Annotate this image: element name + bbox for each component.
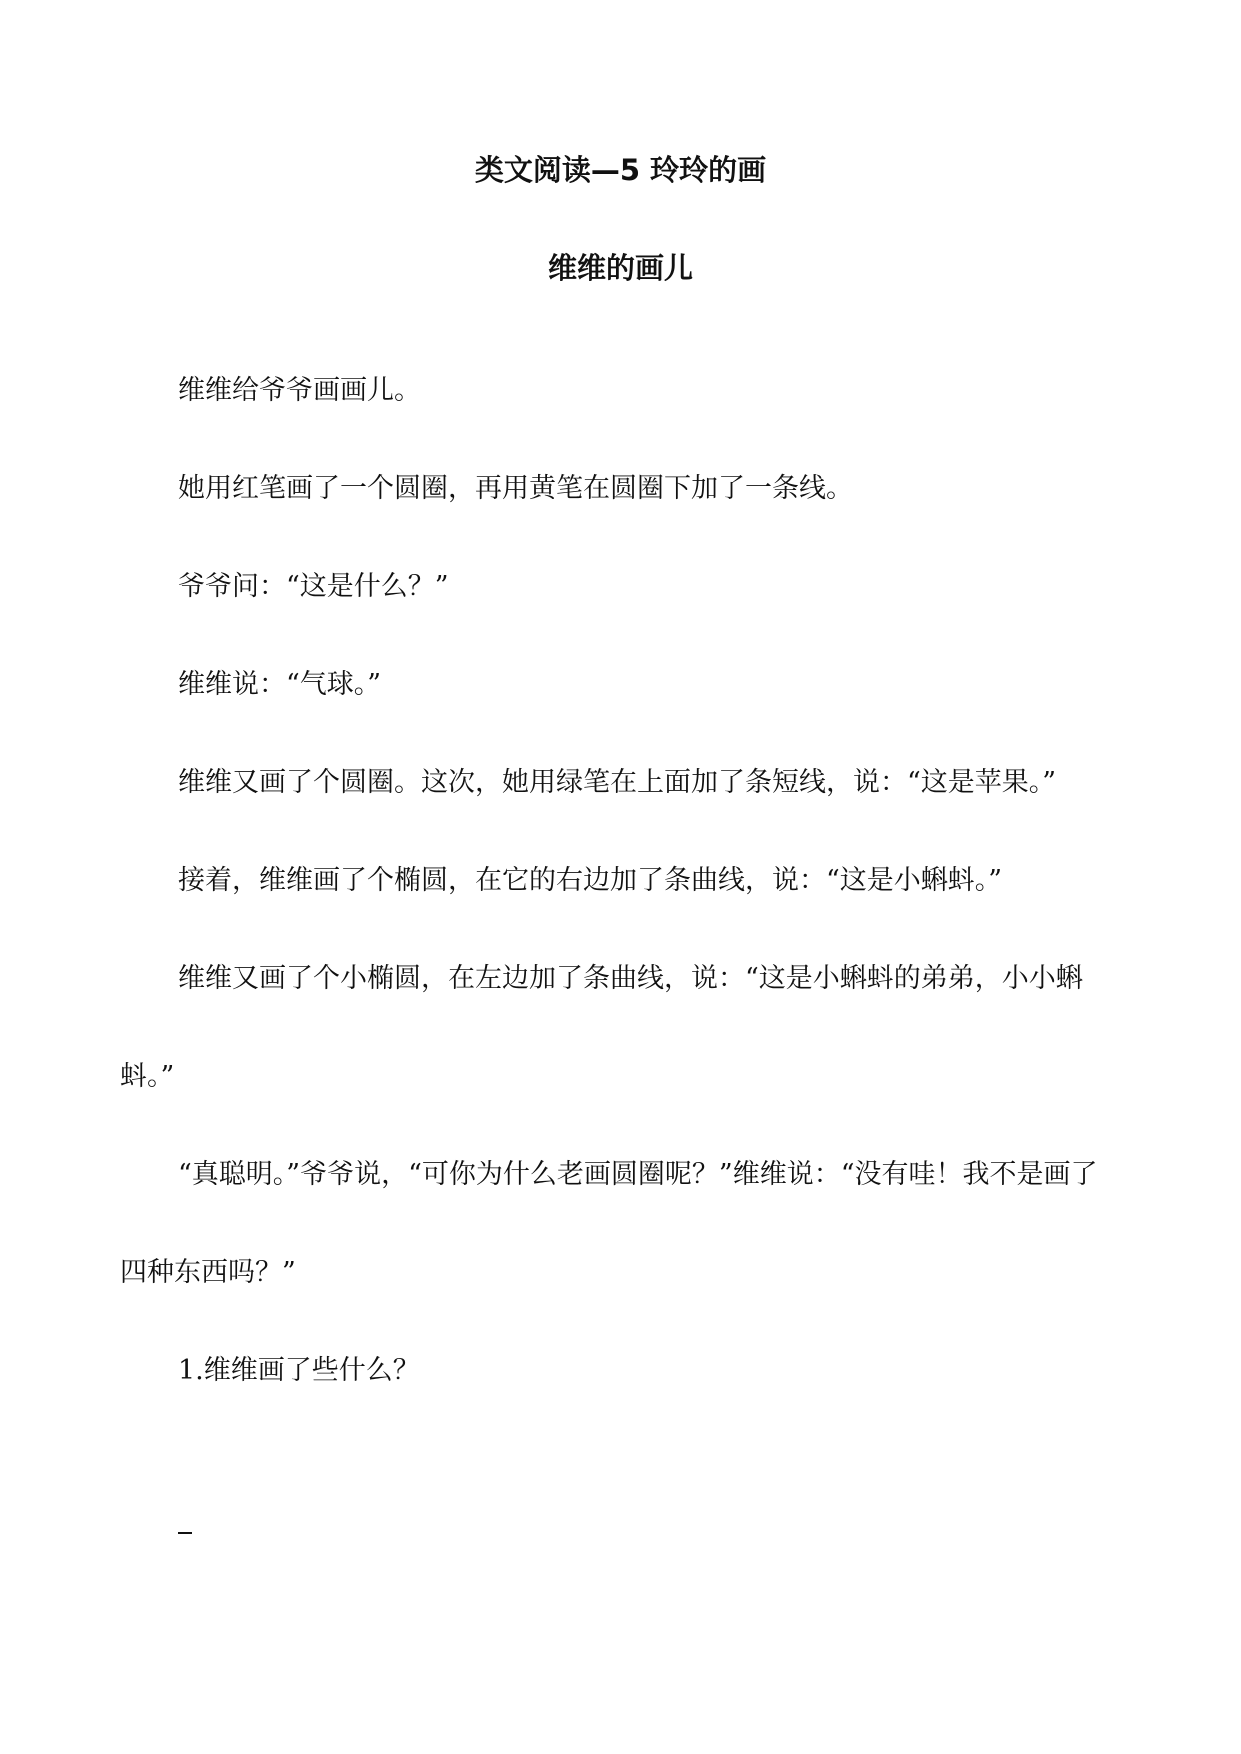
story-paragraph: “真聪明。”爷爷说，“可你为什么老画圆圈呢？”维维说：“没有哇！我不是画了四种东西吗？”	[120, 1159, 1098, 1288]
story-paragraph: 爷爷问：“这是什么？”	[178, 571, 449, 602]
story-paragraph: 维维说：“气球。”	[178, 669, 382, 700]
story-paragraph: 维维又画了个圆圈。这次，她用绿笔在上面加了条短线，说：“这是苹果。”	[178, 767, 1057, 798]
story-paragraph: 接着，维维画了个椭圆，在它的右边加了条曲线，说：“这是小蝌蚪。”	[178, 865, 1003, 896]
document-heading: 类文阅读—5 玲玲的画	[474, 153, 767, 187]
story-paragraph: 维维给爷爷画画儿。	[178, 375, 421, 406]
story-paragraph: 她用红笔画了一个圆圈，再用黄笔在圆圈下加了一条线。	[178, 473, 853, 504]
story-title: 维维的画儿	[547, 251, 693, 285]
story-body	[120, 342, 1120, 1420]
story-paragraph: 维维又画了个小椭圆，在左边加了条曲线，说：“这是小蝌蚪的弟弟，小小蝌蚪。”	[120, 963, 1083, 1092]
question-text: 1.维维画了些什么？	[178, 1355, 420, 1386]
answer-blank-line	[178, 1532, 192, 1534]
